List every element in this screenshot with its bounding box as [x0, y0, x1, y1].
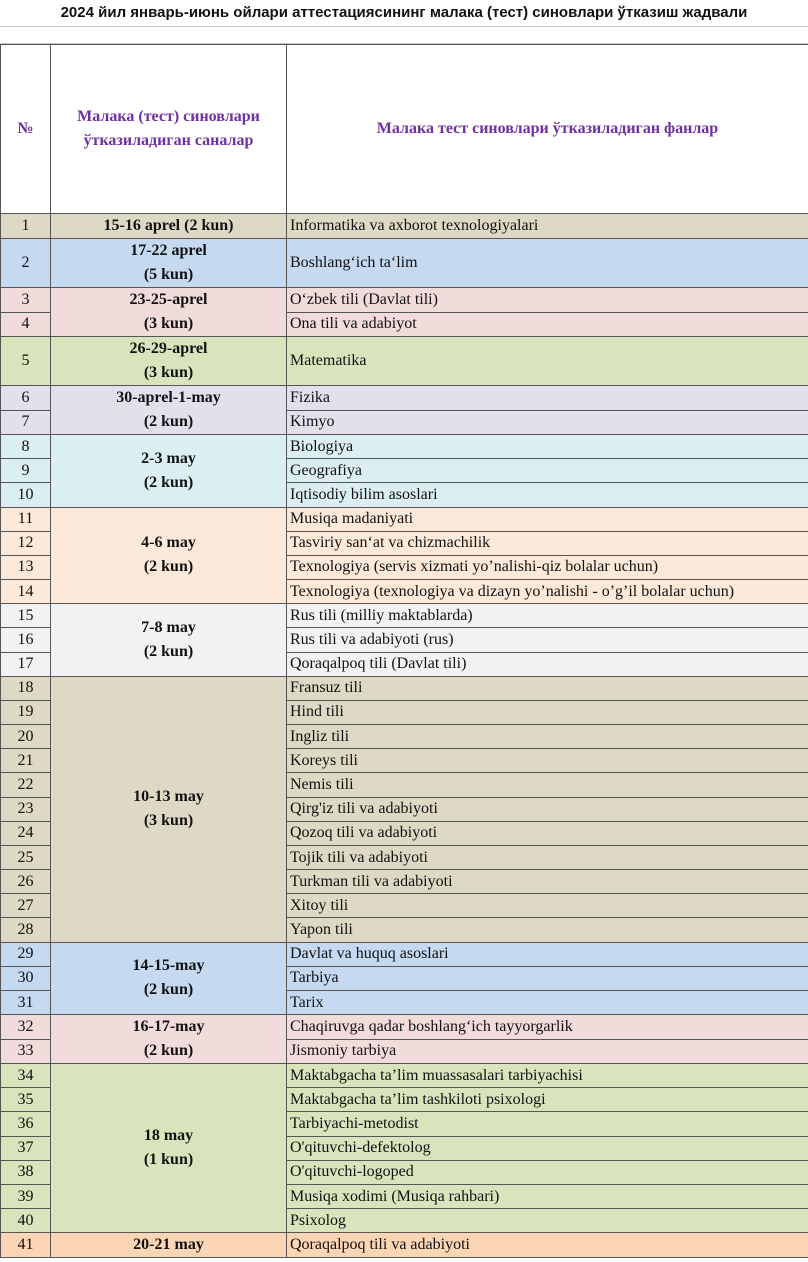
subject-cell: O‘zbek tili (Davlat tili) — [287, 288, 808, 313]
row-number: 37 — [1, 1136, 51, 1160]
date-cell — [51, 942, 287, 1015]
table-row — [1, 942, 808, 966]
row-number: 5 — [1, 337, 51, 386]
date-cell — [51, 214, 287, 239]
date-range: 30-aprel-1-may — [116, 389, 221, 406]
date-duration: (5 kun) — [143, 266, 194, 283]
row-number: 30 — [1, 966, 51, 990]
date-range: 10-13 may — [133, 788, 204, 806]
row-number: 39 — [1, 1184, 51, 1208]
subject-cell: Tojik tili va adabiyoti — [287, 845, 808, 869]
row-number: 11 — [1, 507, 51, 531]
subject-cell: Qozoq tili va adabiyoti — [287, 821, 808, 845]
date-cell — [51, 507, 287, 604]
subject-cell: Psixolog — [287, 1209, 808, 1233]
row-number: 16 — [1, 628, 51, 652]
row-number: 14 — [1, 580, 51, 604]
subject-cell: Nemis tili — [287, 773, 808, 797]
row-number: 12 — [1, 531, 51, 555]
date-range: 16-17-may — [132, 1018, 205, 1036]
table-row — [1, 676, 808, 700]
page-title: 2024 йил январь-июнь ойлари аттестациясининг малака (тест) синовлари ўтказиш жадвали — [60, 4, 748, 21]
subject-cell: Xitoy tili — [287, 894, 808, 918]
row-number: 36 — [1, 1112, 51, 1136]
subject-cell: Hind tili — [287, 700, 808, 724]
row-number: 40 — [1, 1209, 51, 1233]
date-duration: (3 kun) — [143, 364, 194, 381]
table-row — [1, 214, 808, 239]
date-cell — [51, 337, 287, 386]
row-number: 35 — [1, 1088, 51, 1112]
subject-cell: Davlat va huquq asoslari — [287, 942, 808, 966]
date-range: 23-25-aprel — [129, 291, 208, 308]
date-cell — [51, 604, 287, 677]
table-row — [1, 337, 808, 386]
subject-cell: Ona tili va adabiyot — [287, 312, 808, 337]
date-cell — [51, 288, 287, 337]
date-cell — [51, 1064, 287, 1233]
date-range: 15-16 aprel (2 kun) — [103, 217, 234, 234]
date-range: 4-6 may — [141, 534, 196, 552]
subject-cell: O'qituvchi-defektolog — [287, 1136, 808, 1160]
row-number: 4 — [1, 312, 51, 337]
date-duration: (2 kun) — [143, 558, 194, 576]
subject-cell: Yapon tili — [287, 918, 808, 942]
subject-cell: Iqtisodiy bilim asoslari — [287, 483, 808, 507]
subject-cell: Tarix — [287, 990, 808, 1014]
subject-cell: Maktabgacha ta’lim muassasalari tarbiyachisi — [287, 1064, 808, 1088]
subject-cell: Turkman tili va adabiyoti — [287, 870, 808, 894]
subject-cell: O'qituvchi-logoped — [287, 1160, 808, 1184]
row-number: 7 — [1, 410, 51, 435]
row-number: 10 — [1, 483, 51, 507]
subject-cell: Matematika — [287, 337, 808, 386]
row-number: 34 — [1, 1064, 51, 1088]
row-number: 3 — [1, 288, 51, 313]
table-row — [1, 604, 808, 628]
row-number: 33 — [1, 1039, 51, 1064]
schedule-table — [0, 44, 808, 1258]
date-range: 14-15-may — [132, 957, 205, 975]
date-duration: (3 kun) — [143, 315, 194, 332]
row-number: 41 — [1, 1233, 51, 1258]
row-number: 1 — [1, 214, 51, 239]
subject-cell: Musiqa madaniyati — [287, 507, 808, 531]
row-number: 21 — [1, 749, 51, 773]
subject-cell: Rus tili (milliy maktablarda) — [287, 604, 808, 628]
row-number: 27 — [1, 894, 51, 918]
row-number: 26 — [1, 870, 51, 894]
date-duration: (2 kun) — [143, 473, 194, 491]
subject-cell: Qoraqalpoq tili (Davlat tili) — [287, 652, 808, 676]
row-number: 32 — [1, 1015, 51, 1040]
subject-cell: Fransuz tili — [287, 676, 808, 700]
date-range: 7-8 may — [141, 618, 196, 636]
date-range: 2-3 may — [141, 449, 196, 467]
row-number: 31 — [1, 990, 51, 1014]
date-cell — [51, 1233, 287, 1258]
subject-cell: Informatika va axborot texnologiyalari — [287, 214, 808, 239]
row-number: 25 — [1, 845, 51, 869]
date-cell — [51, 435, 287, 508]
table-row — [1, 1064, 808, 1088]
header-number: № — [1, 45, 51, 214]
subject-cell: Qirg'iz tili va adabiyoti — [287, 797, 808, 821]
date-duration: (2 kun) — [143, 1042, 194, 1060]
row-number: 6 — [1, 386, 51, 411]
date-duration: (2 kun) — [143, 981, 194, 999]
subject-cell: Texnologiya (texnologiya va dizayn yo’nalishi - o’g’il bolalar uchun) — [287, 580, 808, 604]
row-number: 23 — [1, 797, 51, 821]
table-row — [1, 1015, 808, 1040]
schedule-body — [1, 214, 808, 1258]
header-row — [1, 45, 808, 214]
date-duration: (1 kun) — [143, 1151, 194, 1169]
table-row — [1, 435, 808, 459]
row-number: 24 — [1, 821, 51, 845]
table-row — [1, 239, 808, 288]
subject-cell: Kimyo — [287, 410, 808, 435]
table-row — [1, 507, 808, 531]
subject-cell: Tarbiyachi-metodist — [287, 1112, 808, 1136]
date-cell — [51, 386, 287, 435]
table-row — [1, 288, 808, 313]
row-number: 19 — [1, 700, 51, 724]
date-cell — [51, 239, 287, 288]
subject-cell: Rus tili va adabiyoti (rus) — [287, 628, 808, 652]
header-dates — [51, 45, 287, 214]
date-duration: (2 kun) — [143, 413, 194, 430]
date-range: 18 may — [143, 1127, 194, 1145]
date-cell — [51, 1015, 287, 1064]
date-range: 20-21 may — [133, 1236, 204, 1254]
subject-cell: Fizika — [287, 386, 808, 411]
subject-cell: Musiqa xodimi (Musiqa rahbari) — [287, 1184, 808, 1208]
subject-cell: Texnologiya (servis xizmati yo’nalishi-qiz bolalar uchun) — [287, 555, 808, 579]
date-duration: (3 kun) — [143, 812, 194, 830]
date-range: 17-22 aprel — [130, 242, 207, 259]
subject-cell: Ingliz tili — [287, 725, 808, 749]
subject-cell: Qoraqalpoq tili va adabiyoti — [287, 1233, 808, 1258]
row-number: 18 — [1, 676, 51, 700]
date-duration: (2 kun) — [143, 642, 194, 660]
header-dates-label: Малака (тест) синовлари ўтказиладиган саналар — [77, 108, 260, 149]
subject-cell: Biologiya — [287, 435, 808, 459]
row-number: 22 — [1, 773, 51, 797]
table-row — [1, 386, 808, 411]
subject-cell: Tasviriy san‘at va chizmachilik — [287, 531, 808, 555]
subject-cell: Tarbiya — [287, 966, 808, 990]
row-number: 17 — [1, 652, 51, 676]
row-number: 2 — [1, 239, 51, 288]
row-number: 9 — [1, 459, 51, 483]
subject-cell: Geografiya — [287, 459, 808, 483]
row-number: 8 — [1, 435, 51, 459]
subject-cell: Maktabgacha ta’lim tashkiloti psixologi — [287, 1088, 808, 1112]
header-subjects: Малака тест синовлари ўтказиладиган фанлар — [287, 45, 808, 214]
row-number: 15 — [1, 604, 51, 628]
subject-cell: Chaqiruvga qadar boshlang‘ich tayyorgarlik — [287, 1015, 808, 1040]
row-number: 13 — [1, 555, 51, 579]
date-range: 26-29-aprel — [129, 340, 208, 357]
subject-cell: Boshlang‘ich ta‘lim — [287, 239, 808, 288]
subject-cell: Jismoniy tarbiya — [287, 1039, 808, 1064]
spacer-row — [0, 26, 808, 44]
row-number: 20 — [1, 725, 51, 749]
row-number: 38 — [1, 1160, 51, 1184]
row-number: 29 — [1, 942, 51, 966]
row-number: 28 — [1, 918, 51, 942]
table-row — [1, 1233, 808, 1258]
subject-cell: Koreys tili — [287, 749, 808, 773]
date-cell — [51, 676, 287, 942]
